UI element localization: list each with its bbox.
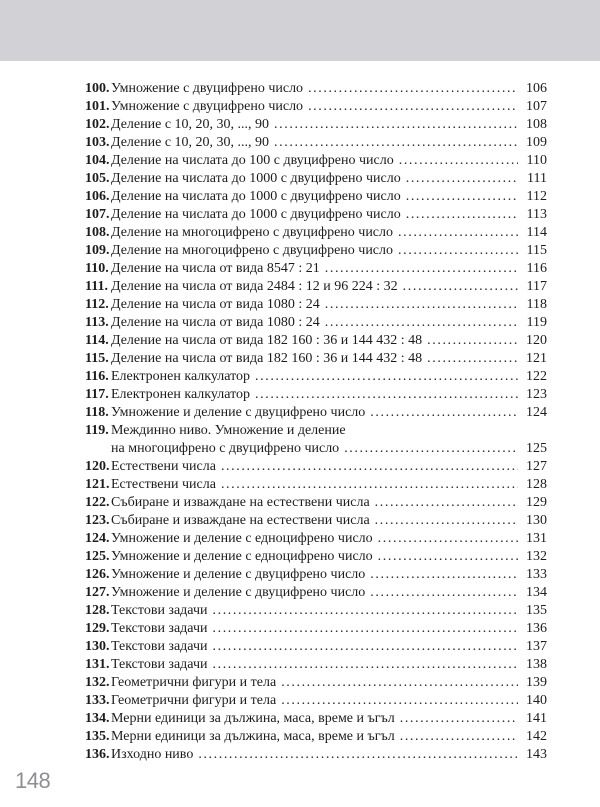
entry-page: 108 xyxy=(526,117,547,132)
entry-title: Деление на числа от вида 8547 : 21 xyxy=(111,261,320,276)
dot-leader xyxy=(255,368,518,386)
dot-leader xyxy=(370,584,518,602)
toc-entry xyxy=(85,332,547,350)
entry-page: 120 xyxy=(526,333,547,348)
dot-leader xyxy=(370,404,518,422)
toc-entry xyxy=(85,404,547,422)
entry-number: 134. xyxy=(85,711,110,726)
entry-number: 135. xyxy=(85,729,110,744)
toc-entry xyxy=(85,620,547,638)
toc-list xyxy=(85,80,547,764)
toc-entry xyxy=(85,512,547,530)
dot-leader xyxy=(375,512,518,530)
dot-leader xyxy=(370,566,518,584)
entry-number: 113. xyxy=(85,315,109,330)
dot-leader xyxy=(255,386,518,404)
toc-entry xyxy=(85,548,547,566)
toc-entry xyxy=(85,530,547,548)
toc-entry xyxy=(85,458,547,476)
page-folio: 148 xyxy=(15,768,51,793)
toc-entry xyxy=(85,188,547,206)
entry-title: Деление на числа от вида 182 160 : 36 и 144 432 : 48 xyxy=(111,351,423,366)
dot-leader xyxy=(221,458,518,476)
entry-title: Деление с 10, 20, 30, ..., 90 xyxy=(111,135,270,150)
dot-leader xyxy=(398,224,518,242)
entry-title: Деление на числата до 100 с двуцифрено число xyxy=(111,153,394,168)
entry-number: 128. xyxy=(85,603,110,618)
entry-title: Умножение с двуцифрено число xyxy=(111,99,304,114)
entry-title: Събиране и изваждане на естествени числа xyxy=(111,495,370,510)
entry-title: Деление на числа от вида 1080 : 24 xyxy=(111,315,320,330)
toc-entry xyxy=(85,296,547,314)
entry-title: Текстови задачи xyxy=(111,639,208,654)
dot-leader xyxy=(281,692,518,710)
entry-page: 112 xyxy=(526,189,547,204)
entry-number: 136. xyxy=(85,747,110,762)
entry-number: 105. xyxy=(85,171,110,186)
entry-number: 123. xyxy=(85,513,110,528)
entry-title: Геометрични фигури и тела xyxy=(111,693,277,708)
entry-title: Електронен калкулатор xyxy=(111,387,251,402)
entry-page: 119 xyxy=(526,315,547,330)
entry-number: 110. xyxy=(85,261,109,276)
dot-leader xyxy=(325,260,518,278)
entry-title: Деление на многоцифрено с двуцифрено число xyxy=(111,225,394,240)
entry-title: Деление на числа от вида 182 160 : 36 и 144 432 : 48 xyxy=(111,333,423,348)
entry-title: Умножение и деление с едноцифрено число xyxy=(111,531,373,546)
toc-entry xyxy=(85,260,547,278)
entry-title: Деление на числата до 1000 с двуцифрено число xyxy=(111,189,401,204)
dot-leader xyxy=(325,296,518,314)
entry-title: Деление на числа от вида 1080 : 24 xyxy=(111,297,320,312)
entry-page: 115 xyxy=(526,243,547,258)
entry-page: 118 xyxy=(526,297,547,312)
entry-page: 127 xyxy=(526,459,547,474)
toc-entry xyxy=(85,368,547,386)
toc-entry xyxy=(85,710,547,728)
entry-number: 130. xyxy=(85,639,110,654)
toc-entry xyxy=(85,692,547,710)
toc-entry xyxy=(85,134,547,152)
entry-page: 106 xyxy=(526,81,547,96)
toc-entry xyxy=(85,224,547,242)
dot-leader xyxy=(213,602,519,620)
toc-entry xyxy=(85,350,547,368)
dot-leader xyxy=(399,152,518,170)
entry-title: Естествени числа xyxy=(111,477,216,492)
entry-title: Деление на числата до 1000 с двуцифрено число xyxy=(111,171,401,186)
entry-title: Изходно ниво xyxy=(111,747,194,762)
entry-title: Деление на числа от вида 2484 : 12 и 96 224 : 32 xyxy=(111,279,398,294)
entry-number: 120. xyxy=(85,459,110,474)
entry-title-continued: на многоцифрено с двуцифрено число xyxy=(111,441,340,456)
entry-title: Умножение с двуцифрено число xyxy=(111,81,304,96)
dot-leader xyxy=(378,530,518,548)
entry-number: 126. xyxy=(85,567,110,582)
toc-entry xyxy=(85,476,547,494)
dot-leader xyxy=(375,494,518,512)
entry-page: 139 xyxy=(526,675,547,690)
entry-page: 135 xyxy=(526,603,547,618)
entry-number: 115. xyxy=(85,351,109,366)
entry-number: 107. xyxy=(85,207,110,222)
entry-number: 117. xyxy=(85,387,109,402)
entry-title: Умножение и деление с двуцифрено число xyxy=(111,405,366,420)
entry-title: Текстови задачи xyxy=(111,621,208,636)
toc-entry xyxy=(85,656,547,674)
toc-entry xyxy=(85,638,547,656)
toc-entry xyxy=(85,584,547,602)
entry-title: Мерни единици за дължина, маса, време и ъгъл xyxy=(111,729,395,744)
dot-leader xyxy=(221,476,518,494)
entry-number: 124. xyxy=(85,531,110,546)
entry-page: 129 xyxy=(526,495,547,510)
entry-number: 111. xyxy=(85,279,108,294)
entry-number: 132. xyxy=(85,675,110,690)
entry-title: Естествени числа xyxy=(111,459,216,474)
dot-leader xyxy=(213,638,519,656)
entry-page: 134 xyxy=(526,585,547,600)
toc-entry xyxy=(85,746,547,764)
toc-entry xyxy=(85,116,547,134)
entry-page: 128 xyxy=(526,477,547,492)
entry-title: Геометрични фигури и тела xyxy=(111,675,277,690)
entry-number: 121. xyxy=(85,477,110,492)
entry-page: 109 xyxy=(526,135,547,150)
dot-leader xyxy=(406,206,518,224)
entry-number: 133. xyxy=(85,693,110,708)
toc-entry-continuation xyxy=(85,440,547,458)
entry-page: 137 xyxy=(526,639,547,654)
entry-page: 123 xyxy=(526,387,547,402)
dot-leader xyxy=(308,98,518,116)
entry-page: 117 xyxy=(526,279,547,294)
entry-title: Умножение и деление с двуцифрено число xyxy=(111,567,366,582)
entry-number: 102. xyxy=(85,117,110,132)
toc-entry xyxy=(85,674,547,692)
toc-entry xyxy=(85,206,547,224)
entry-number: 127. xyxy=(85,585,110,600)
dot-leader xyxy=(398,242,518,260)
entry-title: Деление на числата до 1000 с двуцифрено число xyxy=(111,207,401,222)
entry-page: 138 xyxy=(526,657,547,672)
entry-page: 114 xyxy=(526,225,547,240)
entry-title: Междинно ниво. Умножение и деление xyxy=(111,423,346,438)
toc-entry xyxy=(85,566,547,584)
dot-leader xyxy=(274,134,518,152)
entry-title: Текстови задачи xyxy=(111,603,208,618)
toc-entry xyxy=(85,170,547,188)
toc-entry xyxy=(85,242,547,260)
toc-entry xyxy=(85,728,547,746)
entry-page: 116 xyxy=(526,261,547,276)
entry-page: 111 xyxy=(527,171,547,186)
dot-leader xyxy=(274,116,518,134)
dot-leader xyxy=(213,656,519,674)
entry-page: 130 xyxy=(526,513,547,528)
toc-entry xyxy=(85,152,547,170)
dot-leader xyxy=(325,314,518,332)
entry-title: Умножение и деление с двуцифрено число xyxy=(111,585,366,600)
entry-page: 131 xyxy=(526,531,547,546)
entry-number: 119. xyxy=(85,423,109,438)
dot-leader xyxy=(406,170,518,188)
entry-number: 108. xyxy=(85,225,110,240)
dot-leader xyxy=(308,80,518,98)
entry-number: 103. xyxy=(85,135,110,150)
entry-title: Деление с 10, 20, 30, ..., 90 xyxy=(111,117,270,132)
dot-leader xyxy=(198,746,518,764)
entry-title: Текстови задачи xyxy=(111,657,208,672)
entry-page: 136 xyxy=(526,621,547,636)
toc-entry xyxy=(85,386,547,404)
entry-page: 141 xyxy=(526,711,547,726)
entry-page: 110 xyxy=(526,153,547,168)
entry-page: 143 xyxy=(526,747,547,762)
dot-leader xyxy=(427,350,518,368)
dot-leader xyxy=(403,278,518,296)
toc-entry xyxy=(85,422,547,440)
dot-leader xyxy=(427,332,518,350)
entry-number: 101. xyxy=(85,99,110,114)
entry-page: 133 xyxy=(526,567,547,582)
entry-number: 118. xyxy=(85,405,109,420)
dot-leader xyxy=(378,548,518,566)
entry-number: 104. xyxy=(85,153,110,168)
entry-number: 106. xyxy=(85,189,110,204)
header-band xyxy=(0,0,600,61)
entry-number: 129. xyxy=(85,621,110,636)
entry-number: 109. xyxy=(85,243,110,258)
entry-page: 142 xyxy=(526,729,547,744)
dot-leader xyxy=(344,440,518,458)
entry-number: 100. xyxy=(85,81,110,96)
toc-entry xyxy=(85,602,547,620)
entry-number: 122. xyxy=(85,495,110,510)
dot-leader xyxy=(213,620,519,638)
entry-number: 125. xyxy=(85,549,110,564)
entry-number: 131. xyxy=(85,657,110,672)
entry-number: 112. xyxy=(85,297,109,312)
entry-page: 113 xyxy=(526,207,547,222)
entry-number: 114. xyxy=(85,333,109,348)
entry-page: 121 xyxy=(526,351,547,366)
entry-title: Електронен калкулатор xyxy=(111,369,251,384)
entry-title: Мерни единици за дължина, маса, време и ъгъл xyxy=(111,711,395,726)
entry-number: 116. xyxy=(85,369,109,384)
toc-entry xyxy=(85,98,547,116)
toc-entry xyxy=(85,278,547,296)
entry-title: Умножение и деление с едноцифрено число xyxy=(111,549,373,564)
entry-page: 122 xyxy=(526,369,547,384)
entry-page: 107 xyxy=(526,99,547,114)
toc-entry xyxy=(85,314,547,332)
entry-page: 132 xyxy=(526,549,547,564)
entry-page: 125 xyxy=(526,441,547,456)
toc-entry xyxy=(85,494,547,512)
entry-title: Деление на многоцифрено с двуцифрено число xyxy=(111,243,394,258)
entry-page: 140 xyxy=(526,693,547,708)
entry-title: Събиране и изваждане на естествени числа xyxy=(111,513,370,528)
dot-leader xyxy=(400,728,518,746)
toc-entry xyxy=(85,80,547,98)
dot-leader xyxy=(281,674,518,692)
dot-leader xyxy=(406,188,518,206)
dot-leader xyxy=(400,710,518,728)
entry-page: 124 xyxy=(526,405,547,420)
